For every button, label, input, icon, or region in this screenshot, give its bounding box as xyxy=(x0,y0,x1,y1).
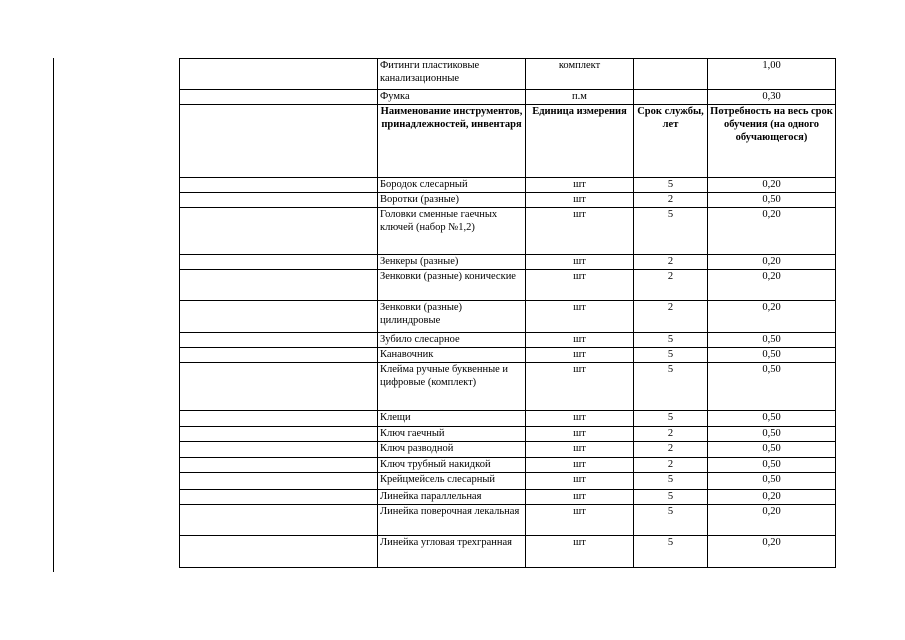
row-empty-cell xyxy=(180,301,378,333)
row-name: Фитинги пластиковые канализационные xyxy=(378,59,526,90)
row-unit: шт xyxy=(526,473,634,490)
row-name: Линейка поверочная лекальная xyxy=(378,505,526,536)
row-need: 0,50 xyxy=(708,427,836,442)
row-name: Линейка угловая трехгранная xyxy=(378,536,526,568)
inventory-table xyxy=(179,58,836,568)
row-life: 5 xyxy=(634,505,708,536)
row-name: Фумка xyxy=(378,90,526,105)
row-name: Воротки (разные) xyxy=(378,193,526,208)
row-life: 2 xyxy=(634,458,708,473)
row-empty-cell xyxy=(180,411,378,427)
row-empty-cell xyxy=(180,255,378,270)
table-row xyxy=(180,208,836,255)
row-life: 2 xyxy=(634,427,708,442)
row-life: 2 xyxy=(634,301,708,333)
row-empty-cell xyxy=(180,505,378,536)
row-unit: шт xyxy=(526,411,634,427)
row-need: 0,30 xyxy=(708,90,836,105)
row-empty-cell xyxy=(180,473,378,490)
row-unit: шт xyxy=(526,458,634,473)
row-unit: шт xyxy=(526,505,634,536)
table-row xyxy=(180,270,836,301)
row-empty-cell xyxy=(180,193,378,208)
row-name: Канавочник xyxy=(378,348,526,363)
table-row xyxy=(180,348,836,363)
table-row xyxy=(180,178,836,193)
row-name: Крейцмейсель слесарный xyxy=(378,473,526,490)
row-need: 0,20 xyxy=(708,270,836,301)
row-life: 5 xyxy=(634,208,708,255)
header-unit: Единица измерения xyxy=(526,105,634,178)
row-unit: шт xyxy=(526,301,634,333)
row-unit: комплект xyxy=(526,59,634,90)
table-row xyxy=(180,490,836,505)
table-row xyxy=(180,59,836,90)
row-life: 5 xyxy=(634,348,708,363)
row-need: 0,50 xyxy=(708,442,836,458)
row-unit: шт xyxy=(526,333,634,348)
row-life: 5 xyxy=(634,363,708,411)
row-empty-cell xyxy=(180,90,378,105)
row-unit: шт xyxy=(526,442,634,458)
table-row xyxy=(180,411,836,427)
row-unit: шт xyxy=(526,193,634,208)
table-row xyxy=(180,333,836,348)
row-name: Клейма ручные буквенные и цифровые (комплект) xyxy=(378,363,526,411)
row-empty-cell xyxy=(180,333,378,348)
row-unit: шт xyxy=(526,536,634,568)
header-life: Срок службы, лет xyxy=(634,105,708,178)
table-body-after-header xyxy=(180,178,836,568)
row-life: 5 xyxy=(634,490,708,505)
row-life: 2 xyxy=(634,255,708,270)
row-life: 2 xyxy=(634,193,708,208)
row-name: Зенковки (разные) конические xyxy=(378,270,526,301)
row-life: 5 xyxy=(634,178,708,193)
table-row xyxy=(180,90,836,105)
row-need: 0,50 xyxy=(708,411,836,427)
row-need: 0,50 xyxy=(708,333,836,348)
row-unit: шт xyxy=(526,348,634,363)
row-name: Зенкеры (разные) xyxy=(378,255,526,270)
page-margin-line xyxy=(53,58,54,572)
row-life: 2 xyxy=(634,270,708,301)
row-need: 0,50 xyxy=(708,363,836,411)
header-need: Потребность на весь срок обучения (на одного обучающегося) xyxy=(708,105,836,178)
table-row xyxy=(180,473,836,490)
row-name: Зенковки (разные) цилиндровые xyxy=(378,301,526,333)
row-need: 0,50 xyxy=(708,193,836,208)
row-need: 0,20 xyxy=(708,505,836,536)
row-name: Головки сменные гаечных ключей (набор №1,2) xyxy=(378,208,526,255)
header-empty-cell xyxy=(180,105,378,178)
row-empty-cell xyxy=(180,490,378,505)
table-row xyxy=(180,442,836,458)
table-header xyxy=(180,105,836,178)
row-name: Ключ трубный накидкой xyxy=(378,458,526,473)
table-row xyxy=(180,193,836,208)
row-empty-cell xyxy=(180,442,378,458)
row-empty-cell xyxy=(180,536,378,568)
row-name: Клещи xyxy=(378,411,526,427)
row-name: Зубило слесарное xyxy=(378,333,526,348)
row-life: 5 xyxy=(634,411,708,427)
row-need: 0,20 xyxy=(708,208,836,255)
row-need: 0,50 xyxy=(708,458,836,473)
row-unit: шт xyxy=(526,208,634,255)
row-name: Бородок слесарный xyxy=(378,178,526,193)
table-row xyxy=(180,458,836,473)
header-row xyxy=(180,105,836,178)
row-empty-cell xyxy=(180,458,378,473)
row-need: 0,20 xyxy=(708,490,836,505)
row-need: 1,00 xyxy=(708,59,836,90)
row-life: 5 xyxy=(634,333,708,348)
row-empty-cell xyxy=(180,427,378,442)
row-life: 2 xyxy=(634,442,708,458)
row-life xyxy=(634,59,708,90)
row-need: 0,20 xyxy=(708,536,836,568)
table-row xyxy=(180,255,836,270)
row-life xyxy=(634,90,708,105)
row-empty-cell xyxy=(180,208,378,255)
row-life: 5 xyxy=(634,536,708,568)
row-empty-cell xyxy=(180,270,378,301)
row-name: Ключ гаечный xyxy=(378,427,526,442)
row-name: Ключ разводной xyxy=(378,442,526,458)
table-body-before-header xyxy=(180,59,836,105)
row-need: 0,20 xyxy=(708,301,836,333)
row-unit: п.м xyxy=(526,90,634,105)
table-row xyxy=(180,363,836,411)
table-row xyxy=(180,505,836,536)
row-empty-cell xyxy=(180,363,378,411)
header-name: Наименование инструментов, принадлежностей, инвентаря xyxy=(378,105,526,178)
row-unit: шт xyxy=(526,255,634,270)
row-need: 0,50 xyxy=(708,348,836,363)
row-empty-cell xyxy=(180,348,378,363)
table-row xyxy=(180,301,836,333)
row-need: 0,50 xyxy=(708,473,836,490)
row-life: 5 xyxy=(634,473,708,490)
table-row xyxy=(180,427,836,442)
row-need: 0,20 xyxy=(708,255,836,270)
row-empty-cell xyxy=(180,178,378,193)
row-need: 0,20 xyxy=(708,178,836,193)
row-unit: шт xyxy=(526,490,634,505)
row-unit: шт xyxy=(526,178,634,193)
row-name: Линейка параллельная xyxy=(378,490,526,505)
row-empty-cell xyxy=(180,59,378,90)
row-unit: шт xyxy=(526,363,634,411)
table-row xyxy=(180,536,836,568)
row-unit: шт xyxy=(526,427,634,442)
row-unit: шт xyxy=(526,270,634,301)
